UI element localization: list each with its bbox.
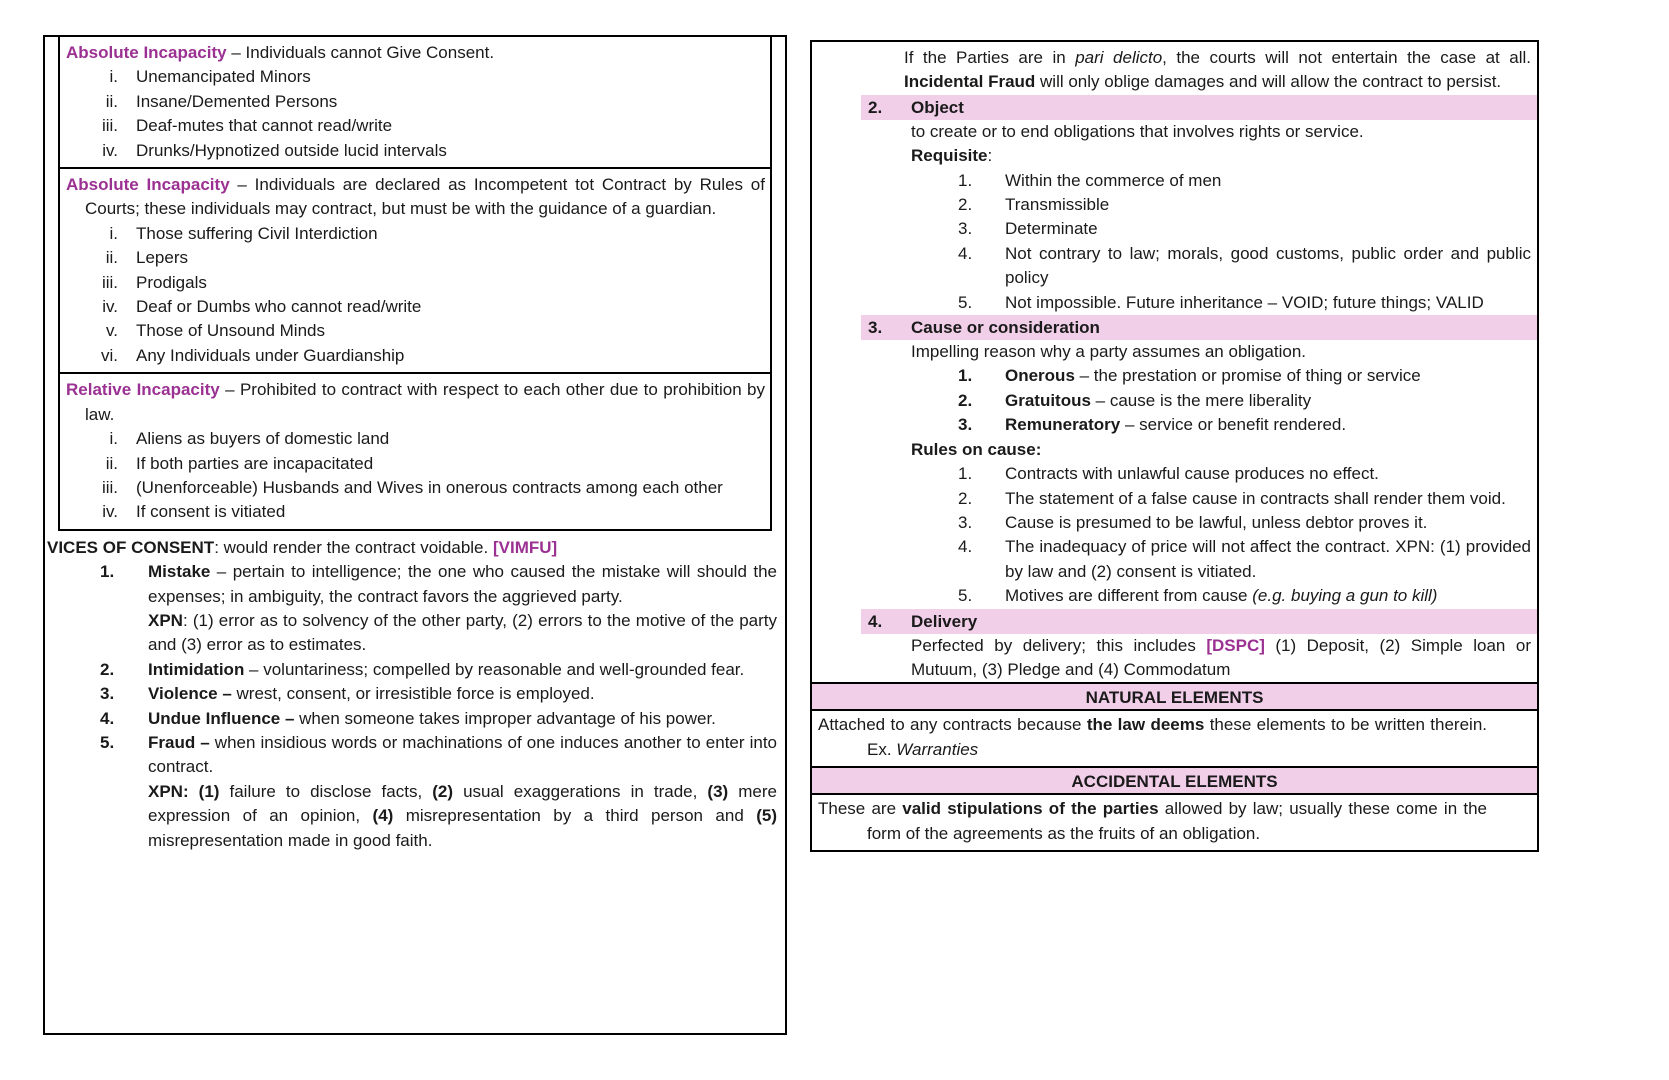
section-title: Cause or consideration [911,318,1100,338]
paragraph: Perfected by delivery; this includes [DSPC] (1) Deposit, (2) Simple loan or Mutuum, (3) Pledge and (4) Commodatum [911,635,1531,679]
item-text: Prodigals [136,272,207,292]
header-title: NATURAL ELEMENTS [1085,688,1264,708]
paragraph: to create or to end obligations that involves rights or service. [911,121,1364,141]
item-numeral: ii. [105,91,118,111]
item-number: 2. [958,488,973,508]
item-number: 2. [100,659,115,679]
list-item [911,535,1531,584]
item-text: Unemancipated Minors [136,67,311,87]
list-item [911,193,1531,217]
relative-incapacity-row [60,374,770,530]
item-number: 2. [958,390,973,410]
item-number: 3. [958,415,973,435]
list-item [60,452,770,476]
item-text: Onerous – the prestation or promise of thing or service [1005,366,1421,386]
item-number: 5. [958,586,973,606]
item-text: If both parties are incapacitated [136,453,374,473]
item-number: 1. [958,170,973,190]
item-numeral: iv. [102,297,118,317]
item-number: 2. [958,195,973,215]
incapacity-table [58,37,772,531]
vices-of-consent-section [45,531,785,853]
vices-item-fraud [47,731,777,853]
item-text: Deaf or Dumbs who cannot read/write [136,297,422,317]
item-number: 1. [958,464,973,484]
list-item [911,389,1531,413]
cause-section-content [911,340,1531,608]
row-heading: Absolute Incapacity – Individuals are declared as Incompetent tot Contract by Rules of Courts; these individuals may contract, but must be with the guidance of a guardian. [66,175,765,219]
item-text: Transmissible [1005,195,1110,215]
list-item [60,65,770,89]
item-numeral: iii. [101,272,118,292]
item-numeral: iv. [102,502,118,522]
item-numeral: v. [106,321,118,341]
item-number: 1. [958,366,973,386]
delivery-section-content [911,634,1531,683]
item-text: Gratuitous – cause is the mere liberality [1005,390,1312,410]
accidental-elements-paragraph: These are valid stipulations of the parties allowed by law; usually these come in the form of the agreements as the fruits of an obligation. [818,799,1488,843]
item-number: 4. [958,537,973,557]
row-heading: Absolute Incapacity – Individuals cannot Give Consent. [66,43,495,62]
list-item [911,217,1531,241]
left-page-column [43,35,787,1035]
item-text: Not impossible. Future inheritance – VOID; future things; VALID [1005,292,1484,312]
item-number: 3. [958,512,973,532]
vices-heading: VICES OF CONSENT: would render the contract voidable. [VIMFU] [47,537,558,557]
item-text: The inadequacy of price will not affect the contract. XPN: (1) provided by law and (2) consent is vitiated. [1005,537,1531,581]
list-item [60,295,770,319]
item-number: 3. [100,684,115,704]
section-header-object [861,95,1537,120]
list-item [911,242,1531,291]
absolute-incapacity-declared-row [60,169,770,374]
item-text: Contracts with unlawful cause produces no effect. [1005,464,1379,484]
list-item [60,222,770,246]
section-number: 3. [868,318,883,338]
list-item [911,487,1531,511]
list-item [60,139,770,163]
list-item [911,291,1531,315]
list-item [60,476,770,500]
list-item [911,413,1531,437]
item-numeral: iii. [101,477,118,497]
vices-item-undue-influence [47,707,777,731]
item-numeral: i. [109,67,118,87]
item-numeral: i. [109,429,118,449]
item-text: Those suffering Civil Interdiction [136,223,378,243]
rules-on-cause-label: Rules on cause: [911,439,1042,459]
item-text: Those of Unsound Minds [136,321,325,341]
item-paragraph: XPN: (1) failure to disclose facts, (2) usual exaggerations in trade, (3) mere expression of an opinion, (4) misrepresentation by a third person and (5) misrepresentation made in good faith. [148,781,777,850]
item-text: The statement of a false cause in contracts shall render them void. [1005,488,1506,508]
consent-continuation-paragraph: If the Parties are in pari delicto, the courts will not entertain the case at all. Incidental Fraud will only oblige damages and will allow the contract to persist. [904,48,1531,92]
item-number: 4. [100,708,115,728]
item-paragraph: Intimidation – voluntariness; compelled by reasonable and well-grounded fear. [148,659,745,679]
item-number: 5. [100,732,115,752]
item-numeral: iv. [102,140,118,160]
item-text: Not contrary to law; morals, good customs, public order and public policy [1005,243,1531,288]
item-text: Motives are different from cause (e.g. buying a gun to kill) [1005,586,1438,606]
accidental-elements-header [812,766,1537,795]
list-item [60,246,770,270]
item-number: 4. [958,243,973,263]
item-text: Determinate [1005,219,1098,239]
item-number: 1. [100,562,115,582]
object-section-content [911,120,1531,315]
absolute-incapacity-consent-row [60,37,770,169]
list-item [60,427,770,451]
list-item [911,364,1531,388]
list-item [911,584,1531,608]
list-item [60,500,770,524]
natural-elements-header [812,682,1537,711]
item-text: Deaf-mutes that cannot read/write [136,116,393,136]
item-text: Insane/Demented Persons [136,91,338,111]
item-number: 3. [958,219,973,239]
right-page-column [810,40,1539,852]
item-paragraph: XPN: (1) error as to solvency of the other party, (2) errors to the motive of the party and (3) error as to estimates. [148,610,777,655]
list-item [60,319,770,343]
row-heading: Relative Incapacity – Prohibited to contract with respect to each other due to prohibition by law. [66,380,765,424]
section-title: Delivery [911,611,978,631]
item-text: (Unenforceable) Husbands and Wives in onerous contracts among each other [136,477,723,497]
list-item [60,344,770,368]
item-text: If consent is vitiated [136,502,286,522]
item-text: Cause is presumed to be lawful, unless debtor proves it. [1005,512,1428,532]
item-text: Any Individuals under Guardianship [136,345,405,365]
section-number: 2. [868,97,883,117]
requisite-label: Requisite: [911,146,993,166]
vices-item-intimidation [47,658,777,682]
item-text: Within the commerce of men [1005,170,1222,190]
paragraph: Impelling reason why a party assumes an obligation. [911,342,1306,362]
item-paragraph: Mistake – pertain to intelligence; the one who caused the mistake will should the expenses; in ambiguity, the contract favors the aggrieved party. [148,562,777,606]
item-numeral: i. [109,223,118,243]
item-text: Aliens as buyers of domestic land [136,429,390,449]
list-item [60,271,770,295]
item-numeral: ii. [105,453,118,473]
item-numeral: iii. [101,116,118,136]
list-item [911,462,1531,486]
section-header-delivery [861,609,1537,634]
item-paragraph: Fraud – when insidious words or machinations of one induces another to enter into contract. [148,732,777,777]
vices-item-violence [47,682,777,706]
item-text: Remuneratory – service or benefit rendered. [1005,415,1347,435]
natural-elements-paragraph: Attached to any contracts because the law deems these elements to be written therein. Ex. Warranties [818,715,1487,759]
section-header-cause [861,315,1537,340]
list-item [60,114,770,138]
list-item [911,511,1531,535]
item-paragraph: Undue Influence – when someone takes improper advantage of his power. [148,708,716,728]
vices-item-mistake [47,560,777,658]
item-numeral: vi. [101,345,118,365]
list-item [911,169,1531,193]
item-text: Lepers [136,248,188,268]
section-title: Object [911,97,964,117]
item-paragraph: Violence – wrest, consent, or irresistible force is employed. [148,684,595,704]
item-text: Drunks/Hypnotized outside lucid intervals [136,140,447,160]
item-number: 5. [958,292,973,312]
section-number: 4. [868,611,883,631]
list-item [60,90,770,114]
header-title: ACCIDENTAL ELEMENTS [1071,772,1278,792]
item-numeral: ii. [105,248,118,268]
